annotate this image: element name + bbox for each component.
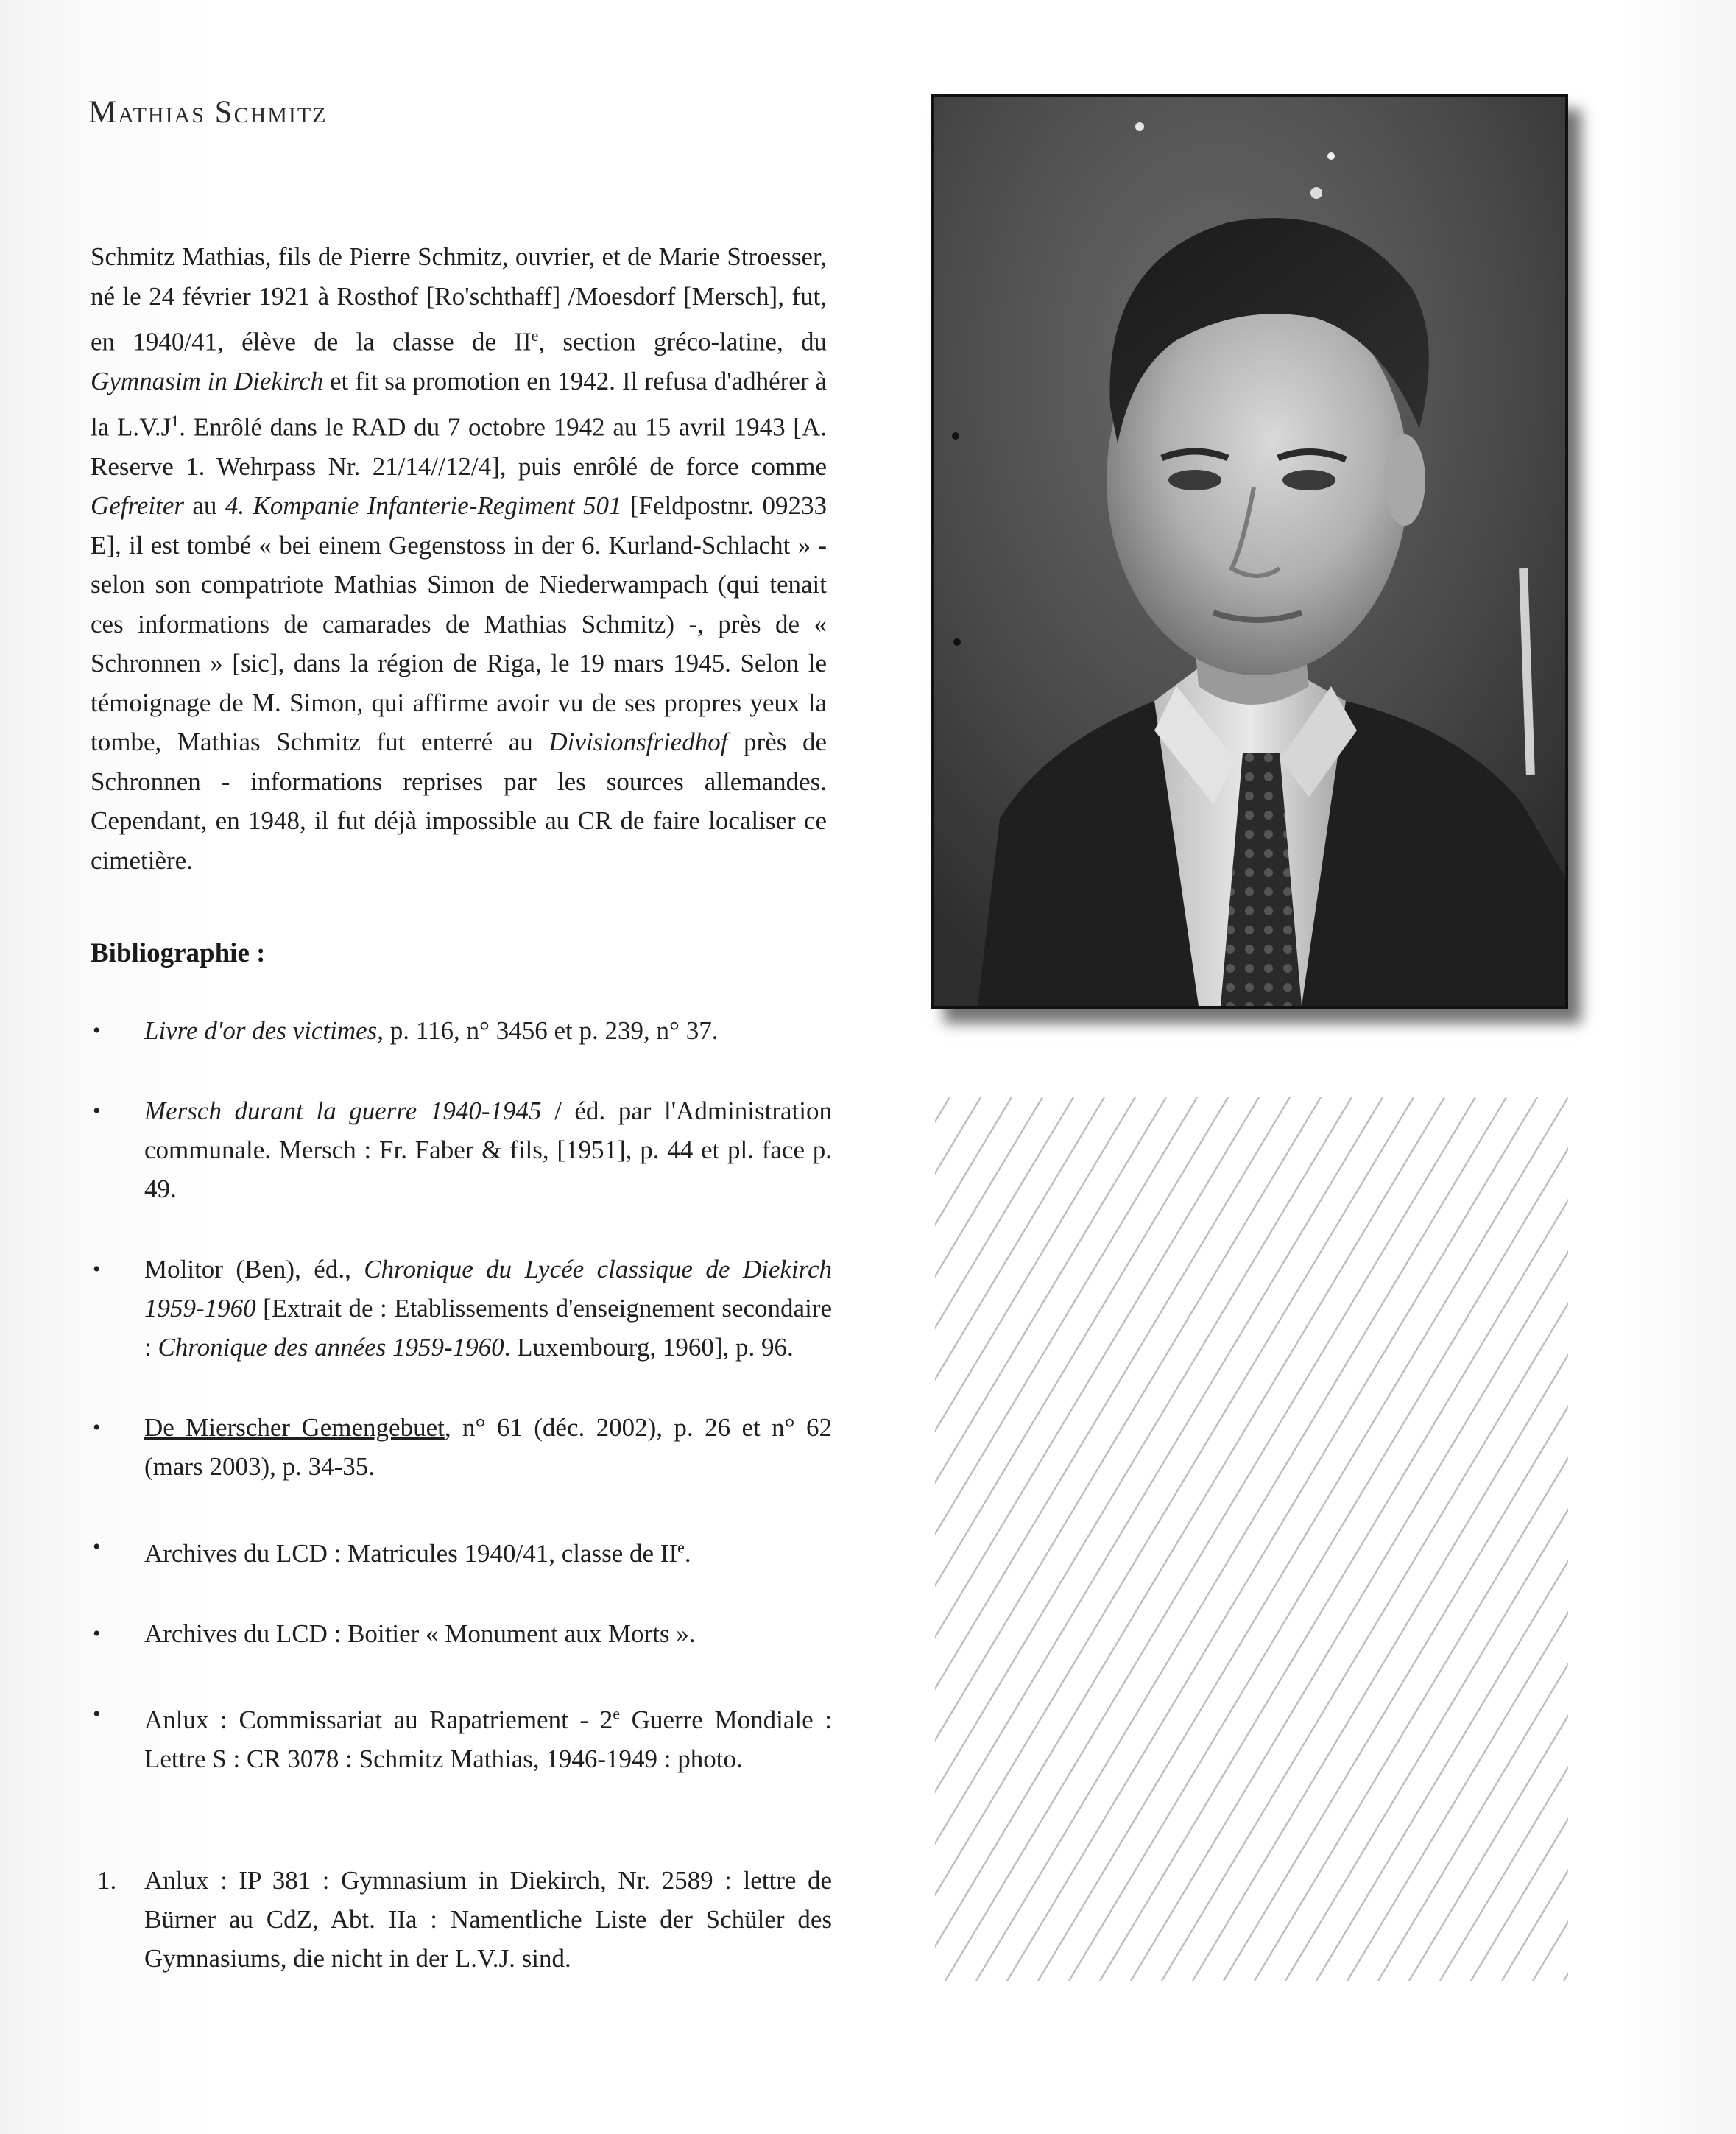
- bibliography-item-text: [144, 1619, 696, 1648]
- italic-text: Gymnasim in Diekirch: [91, 367, 324, 396]
- hatch-line: [935, 1097, 1104, 1981]
- text-run: / éd. par l'Administration communale. Mersch : Fr. Faber & fils, [1951], p. 44 et pl. face p. 49.: [144, 1096, 832, 1203]
- text-run: Anlux : Commissariat au Rapatriement - 2: [144, 1705, 613, 1735]
- hatch-line: [1193, 1097, 1568, 1981]
- text-run: au: [184, 491, 225, 521]
- hatch-line: [1502, 1097, 1568, 1981]
- hatch-line: [935, 1097, 1290, 1981]
- page-title: Mathias Schmitz: [88, 95, 328, 130]
- hatch-line: [1378, 1097, 1568, 1981]
- bibliography-item: [88, 1527, 832, 1573]
- bibliography-item: [88, 1408, 832, 1486]
- text-run: . Luxembourg, 1960], p. 96.: [504, 1333, 794, 1362]
- bibliography-item-text: [144, 1705, 832, 1773]
- hatch-line: [935, 1097, 1321, 1981]
- text-run: près de Schronnen - informations reprises par les sources allemandes. Cependant, en 1948, il fut déjà impossible au CR de faire localiser ce cimetière.: [91, 728, 827, 875]
- superscript: e: [531, 326, 539, 345]
- hatch-line: [1564, 1097, 1568, 1981]
- hatch-line: [1255, 1097, 1568, 1981]
- hatch-line: [1316, 1097, 1568, 1981]
- hatch-line: [935, 1097, 1012, 1981]
- italic-text: Gefreiter: [91, 491, 184, 521]
- bibliography-item-text: [144, 1413, 832, 1481]
- underlined-title: De Mierscher Gemengebuet: [144, 1413, 445, 1442]
- footnote: [88, 1861, 832, 1978]
- hatch-line: [1440, 1097, 1568, 1981]
- footnote-text: Anlux : IP 381 : Gymnasium in Diekirch, Nr. 2589 : lettre de Bürner au CdZ, Abt. IIa : Namentliche Liste der Schüler des Gymnasiums, die nicht in der L.V.J. sind.: [144, 1866, 832, 1973]
- bullet-icon: •: [93, 1535, 101, 1559]
- bullet-icon: •: [93, 1099, 101, 1123]
- bibliography-item: [88, 1011, 832, 1050]
- hatch-line: [935, 1097, 1135, 1981]
- portrait-photo: [931, 94, 1568, 1009]
- text-run: .: [684, 1538, 691, 1568]
- bibliography-item-text: [144, 1539, 691, 1568]
- text-run: , section gréco-latine, du: [538, 327, 827, 356]
- hatch-line: [935, 1097, 1414, 1981]
- text-run: [Feldpostnr. 09233 E], il est tombé « bei einem Gegenstoss in der 6. Kurland-Schlacht » - selon son compatriote Mathias Simon de Niederwampach (qui tenait ces informations de camarades de Mathias Schmitz) -, près de « Schronnen » [sic], dans la région de Riga, le 19 mars 1945. Selon le témoignage de M. Simon, qui affirme avoir vu de ses propres yeux la tombe, Mathias Schmitz fut enterré au: [91, 491, 827, 757]
- italic-text: Chronique du Lycée classique de Diekirch 1959-1960: [144, 1255, 832, 1323]
- bullet-icon: •: [93, 1415, 101, 1440]
- bibliography-heading: Bibliographie :: [91, 938, 266, 968]
- bullet-icon: •: [93, 1621, 101, 1646]
- bibliography-item-text: [144, 1016, 718, 1045]
- bullet-icon: •: [93, 1257, 101, 1281]
- bibliography-item-text: [144, 1255, 832, 1362]
- italic-text: Chronique des années 1959-1960: [158, 1333, 504, 1362]
- text-run: . Enrôlé dans le RAD du 7 octobre 1942 au 15 avril 1943 [A. Reserve 1. Wehrpass Nr. 21/14//12/4], puis enrôlé de force comme: [91, 412, 827, 481]
- hatch-line: [935, 1097, 950, 1981]
- bibliography-item: [88, 1250, 832, 1367]
- bullet-icon: •: [93, 1701, 101, 1726]
- biography-paragraph: [91, 237, 827, 880]
- bullet-icon: •: [93, 1018, 101, 1043]
- bibliography-item: [88, 1694, 832, 1779]
- hatch-line: [935, 1097, 1228, 1981]
- hatch-line: [935, 1097, 1073, 1981]
- bibliography-item-text: [144, 1096, 832, 1203]
- hatch-line: [1069, 1097, 1568, 1981]
- italic-text: Divisionsfriedhof: [548, 728, 728, 757]
- hatch-line: [935, 1097, 1042, 1981]
- hatch-line: [935, 1097, 1444, 1981]
- italic-text: 4. Kompanie Infanterie-Regiment 501: [225, 491, 622, 521]
- text-run: Archives du LCD : Matricules 1940/41, classe de II: [144, 1538, 678, 1568]
- italic-text: Livre d'or des victimes: [144, 1016, 378, 1045]
- portrait-image: [934, 97, 1565, 1006]
- hatch-line: [1131, 1097, 1568, 1981]
- decorative-hatching: [935, 1097, 1568, 1981]
- hatch-line: [935, 1097, 981, 1981]
- hatch-line: [935, 1097, 1352, 1981]
- biography-text: [91, 237, 827, 880]
- superscript: e: [677, 1538, 685, 1556]
- text-run: Archives du LCD : Boitier « Monument aux Morts ».: [144, 1619, 696, 1648]
- bibliography-item: [88, 1091, 832, 1208]
- footnote-number: 1.: [97, 1866, 117, 1895]
- hatch-line: [935, 1097, 1383, 1981]
- text-run: , n° 61 (déc. 2002), p. 26 et n° 62 (mars 2003), p. 34-35.: [144, 1413, 832, 1481]
- bibliography-item: [88, 1614, 832, 1653]
- text-run: Guerre Mondiale : Lettre S : CR 3078 : Schmitz Mathias, 1946-1949 : photo.: [144, 1705, 832, 1774]
- italic-text: Mersch durant la guerre 1940-1945: [144, 1096, 542, 1125]
- text-run: Schmitz Mathias, fils de Pierre Schmitz, ouvrier, et de Marie Stroesser, né le 24 février 1921 à Rosthof [Ro'schthaff] /Moesdorf [Mersch], fut, en 1940/41, élève de la classe de II: [91, 242, 827, 356]
- text-run: [Extrait de : Etablissements d'enseignement secondaire :: [144, 1294, 832, 1362]
- bibliography-list: [88, 1011, 832, 1820]
- text-run: et fit sa promotion en 1942. Il refusa d'adhérer à la L.V.J: [91, 367, 827, 442]
- text-run: Molitor (Ben), éd.,: [144, 1255, 364, 1283]
- superscript: 1: [171, 411, 180, 430]
- hatch-line: [935, 1097, 1166, 1981]
- superscript: e: [613, 1704, 621, 1723]
- hatch-line: [935, 1097, 1197, 1981]
- text-run: , p. 116, n° 3456 et p. 239, n° 37.: [377, 1016, 719, 1045]
